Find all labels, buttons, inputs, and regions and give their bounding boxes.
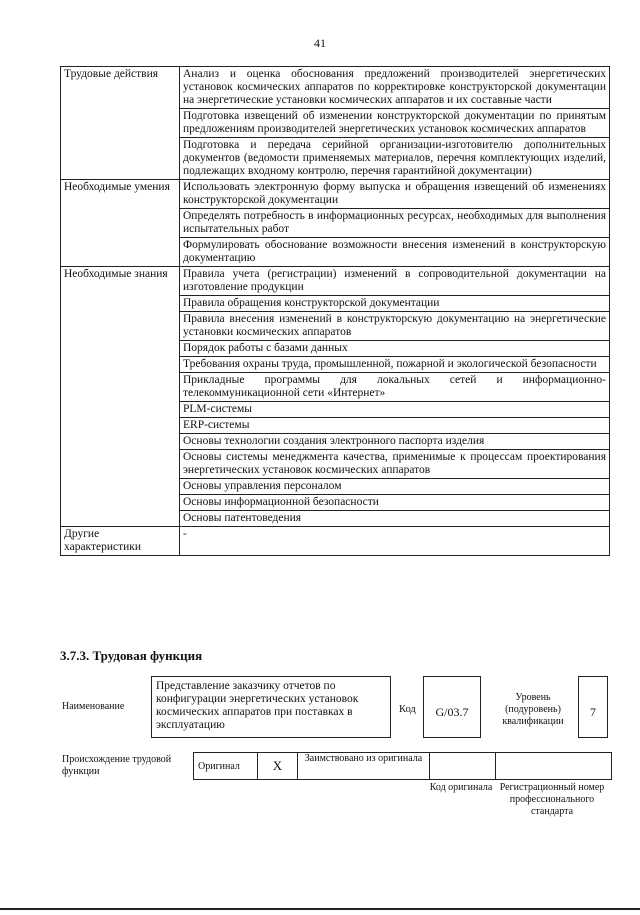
row-item: Основы системы менеджмента качества, применимые к процессам проектирования энергетических установок космических аппаратов — [180, 450, 610, 479]
row-item: Требования охраны труда, промышленной, пожарной и экологической безопасности — [180, 357, 610, 373]
origin-label: Происхождение трудовой функции — [62, 754, 172, 777]
borrowed-label: Заимствовано из оригинала — [298, 753, 430, 780]
table-row — [61, 267, 610, 296]
reg-number-cell — [496, 753, 612, 780]
row-item: PLM-системы — [180, 402, 610, 418]
bottom-border — [0, 908, 640, 910]
row-item: Подготовка и передача серийной организации-изготовителю дополнительных документов (ведомости применяемых материалов, перечня комплектующих изделий, подлежащих входному контролю, перечня гарантийной документации) — [180, 138, 610, 180]
level-label: Уровень (подуровень) квалификации — [502, 692, 564, 727]
row-item: Основы управления персоналом — [180, 479, 610, 495]
table-row — [61, 180, 610, 209]
row-item: Правила внесения изменений в конструкторскую документацию на энергетические установки космических аппаратов — [180, 312, 610, 341]
row-item: Подготовка извещений об изменении конструкторской документации по принятым предложениям производителей энергетических установок космических аппаратов — [180, 109, 610, 138]
original-label: Оригинал — [194, 753, 258, 780]
row-item: Основы технологии создания электронного паспорта изделия — [180, 434, 610, 450]
row-label: Необходимые умения — [61, 180, 180, 267]
table-row — [61, 67, 610, 109]
row-item: Правила обращения конструкторской документации — [180, 296, 610, 312]
function-name-value: Представление заказчику отчетов по конфигурации энергетических установок космических аппаратов при поставках в эксплуатацию — [151, 676, 391, 738]
row-item: Основы патентоведения — [180, 511, 610, 527]
row-item: Прикладные программы для локальных сетей и информационно-телекоммуникационной сети «Интернет» — [180, 373, 610, 402]
origin-table — [193, 752, 612, 780]
table-row — [61, 527, 610, 556]
row-item: Формулировать обоснование возможности внесения изменений в конструкторскую документацию — [180, 238, 610, 267]
code-label: Код — [399, 704, 416, 715]
code-original-cell — [430, 753, 496, 780]
row-item: Правила учета (регистрации) изменений в сопроводительной документации на изготовление продукции — [180, 267, 610, 296]
row-item: Определять потребность в информационных ресурсах, необходимых для выполнения испытательных работ — [180, 209, 610, 238]
level-value: 7 — [578, 676, 608, 738]
section-title: 3.7.3. Трудовая функция — [60, 648, 203, 663]
row-label: Необходимые знания — [61, 267, 180, 527]
original-mark: X — [258, 753, 298, 780]
labor-function-table — [60, 66, 610, 556]
row-item: Основы информационной безопасности — [180, 495, 610, 511]
name-label: Наименование — [62, 701, 125, 712]
row-item: Порядок работы с базами данных — [180, 341, 610, 357]
row-item: Анализ и оценка обоснования предложений производителей энергетических установок космических аппаратов по корректировке конструкторской документации на энергетические установки космических аппаратов и их составные части — [180, 67, 610, 109]
row-item: - — [180, 527, 610, 556]
page-number: 41 — [314, 36, 326, 50]
reg-number-label: Регистрационный номер профессионального стандарта — [499, 782, 605, 817]
row-label: Трудовые действия — [61, 67, 180, 180]
row-item: Использовать электронную форму выпуска и обращения извещений об изменениях конструкторской документации — [180, 180, 610, 209]
code-value: G/03.7 — [423, 676, 481, 738]
row-item: ERP-системы — [180, 418, 610, 434]
row-label: Другие характеристики — [61, 527, 180, 556]
code-original-label: Код оригинала — [429, 782, 493, 793]
